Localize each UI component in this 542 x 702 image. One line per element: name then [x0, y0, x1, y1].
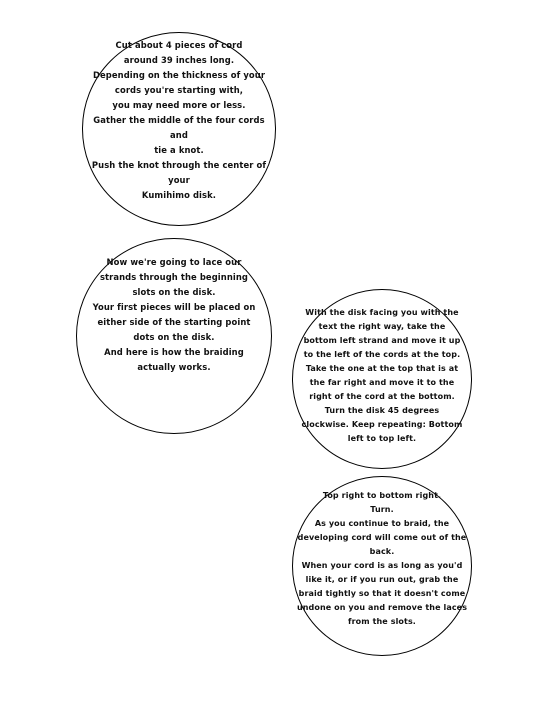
instruction-text-2: Now we're going to lace our strands through the beginning slots on the disk. Your first pieces will be placed on either side of the starting point dots on the disk. And here is how the braiding actually works. — [92, 257, 256, 372]
instruction-circle-3 — [292, 289, 472, 469]
instruction-circle-4 — [292, 476, 472, 656]
instruction-text-3: With the disk facing you with the text the right way, take the bottom left strand and move it up to the left of the cords at the top. Take the one at the top that is at the far right and move it to the right of the cord at the bottom. Turn the disk 45 degrees clockwise. Keep repeating: Bottom left to top left. — [301, 308, 463, 443]
instruction-circle-2 — [76, 238, 272, 434]
instruction-circle-1 — [82, 32, 276, 226]
instruction-text-1: Cut about 4 pieces of cord around 39 inches long. Depending on the thickness of your cords you're starting with, you may need more or less. Gather the middle of the four cords and tie a knot. Push the knot through the center of your Kumihimo disk. — [91, 39, 267, 200]
instruction-text-4: Top right to bottom right. Turn. As you continue to braid, the developing cord will come out of the back. When your cord is as long as you'd like it, or if you run out, grab the braid tightly so that it doesn't come undone on you and remove the laces from the slots. — [296, 491, 468, 626]
